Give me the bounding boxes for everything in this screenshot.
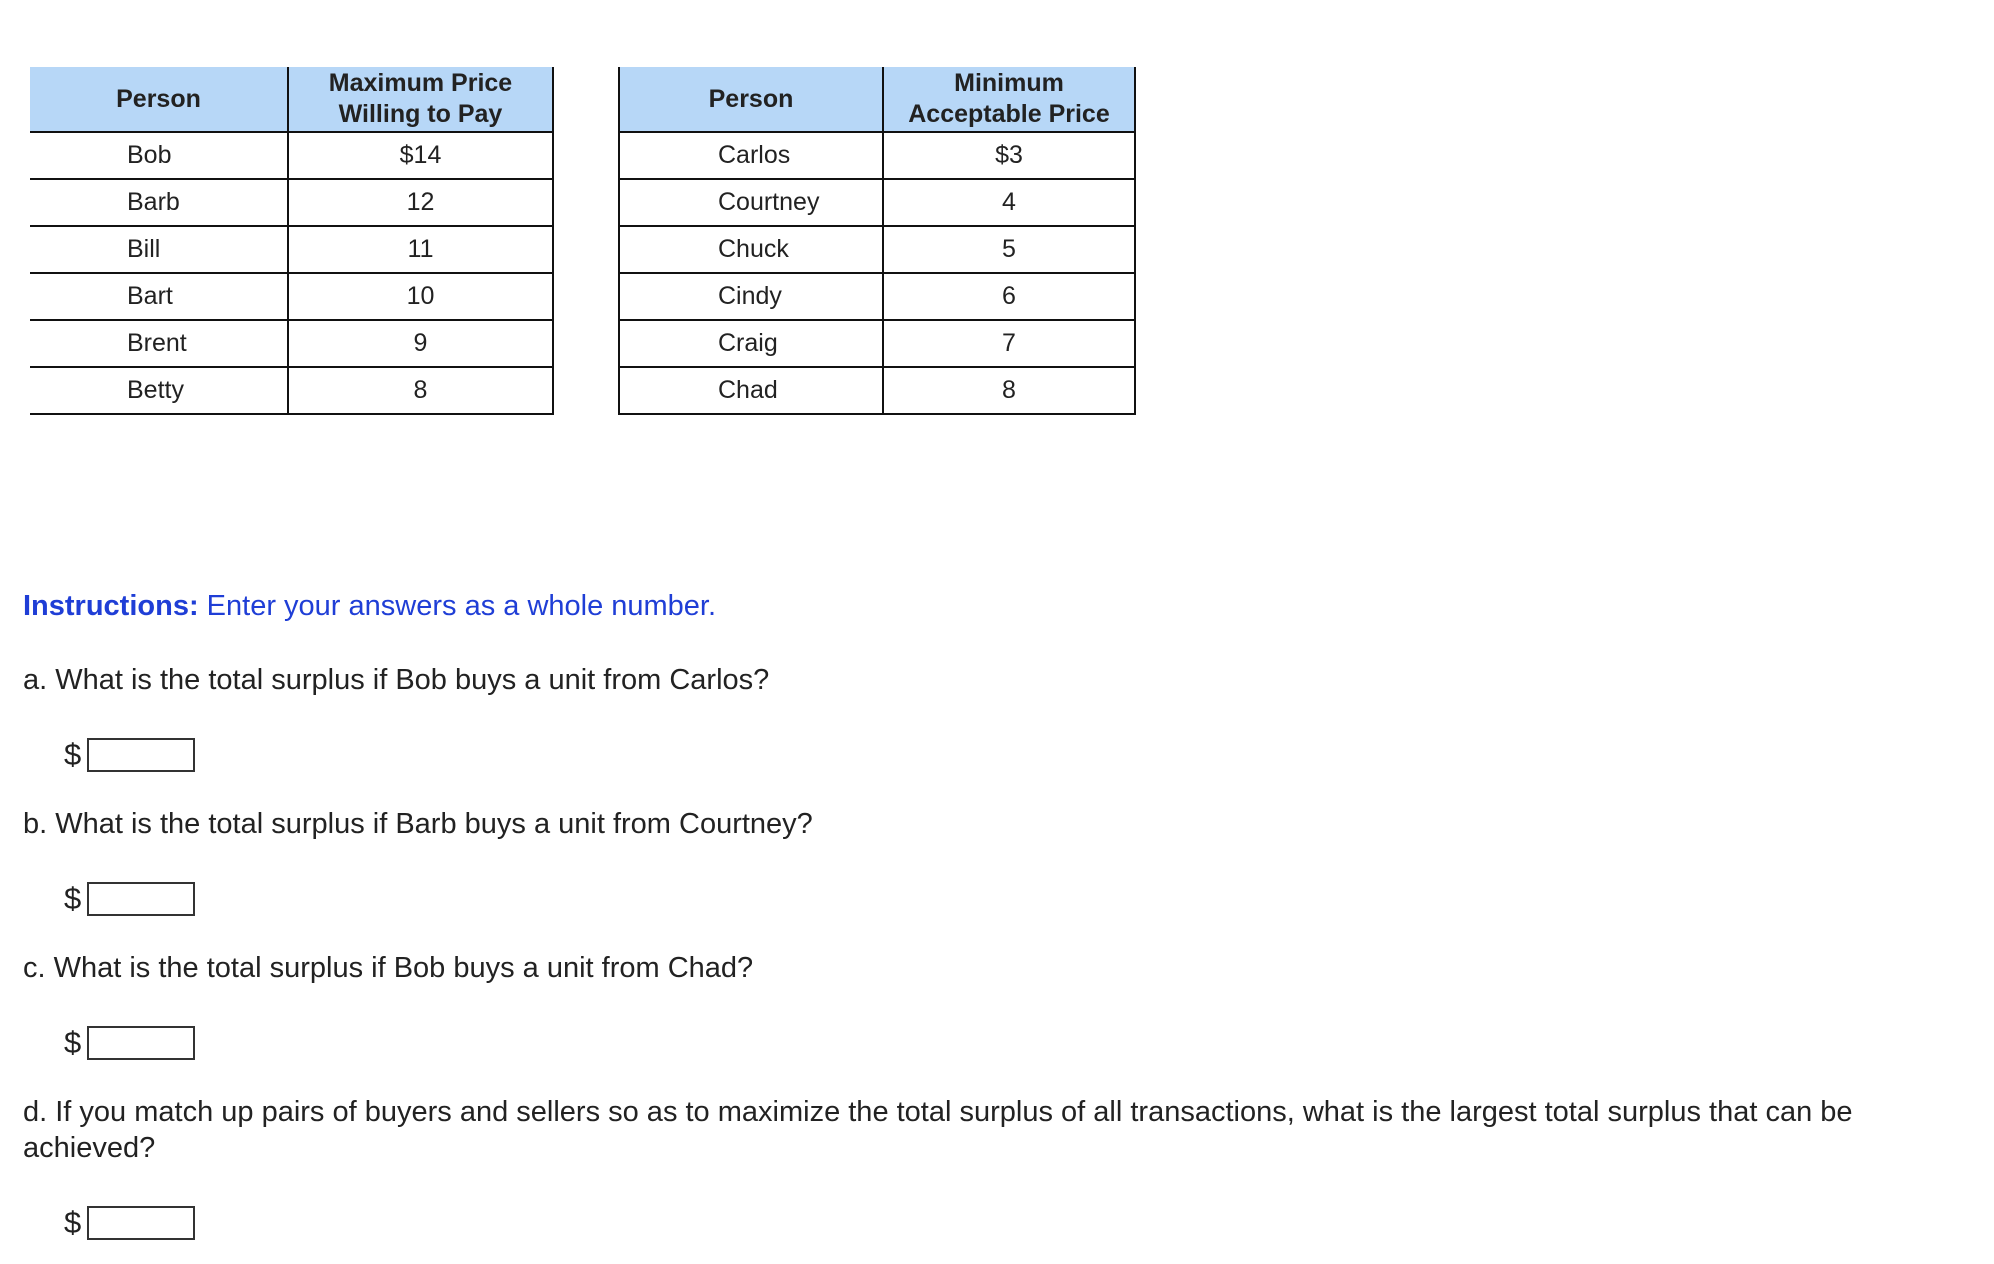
buyer-name: Betty: [30, 367, 288, 414]
header-line: Acceptable Price: [908, 100, 1110, 128]
table-row: [619, 179, 1135, 226]
instructions: [23, 590, 716, 623]
table-row: [30, 273, 553, 320]
buyer-name: Bart: [30, 273, 288, 320]
currency-symbol: $: [64, 1205, 82, 1240]
seller-name: Carlos: [619, 132, 883, 179]
table-header-row: [30, 67, 553, 132]
column-header-person: Person: [619, 67, 883, 132]
currency-symbol: $: [64, 881, 82, 916]
seller-price: 4: [883, 179, 1135, 226]
instructions-label: Instructions:: [23, 590, 199, 622]
seller-name: Chuck: [619, 226, 883, 273]
question-c-text: c. What is the total surplus if Bob buys a unit from Chad?: [23, 952, 754, 984]
answer-d-input[interactable]: [87, 1206, 195, 1240]
buyer-name: Barb: [30, 179, 288, 226]
instructions-text: Enter your answers as a whole number.: [198, 590, 717, 622]
table-row: [30, 179, 553, 226]
answer-c-input[interactable]: [87, 1026, 195, 1060]
seller-price: 7: [883, 320, 1135, 367]
buyer-price: 11: [288, 226, 553, 273]
buyer-price: 12: [288, 179, 553, 226]
answer-a-input[interactable]: [87, 738, 195, 772]
seller-price: 5: [883, 226, 1135, 273]
column-header-max-price: [288, 67, 553, 132]
seller-price: 8: [883, 367, 1135, 414]
currency-symbol: $: [64, 737, 82, 772]
table-row: [619, 367, 1135, 414]
answer-b-input[interactable]: [87, 882, 195, 916]
table-row: [619, 273, 1135, 320]
answer-d: [64, 1203, 195, 1243]
table-row: [30, 320, 553, 367]
table-row: [619, 226, 1135, 273]
seller-name: Chad: [619, 367, 883, 414]
table-row: [619, 132, 1135, 179]
buyer-price: $14: [288, 132, 553, 179]
table-row: [30, 367, 553, 414]
question-a-text: a. What is the total surplus if Bob buys a unit from Carlos?: [23, 664, 770, 696]
buyer-price: 10: [288, 273, 553, 320]
buyer-price: 8: [288, 367, 553, 414]
buyers-table: [30, 67, 554, 415]
table-header-row: [619, 67, 1135, 132]
question-d-text: d. If you match up pairs of buyers and sellers so as to maximize the total surplus of all transactions, what is the largest total surplus that can be achieved?: [23, 1096, 1853, 1164]
question-b-text: b. What is the total surplus if Barb buys a unit from Courtney?: [23, 808, 813, 840]
currency-symbol: $: [64, 1025, 82, 1060]
seller-name: Cindy: [619, 273, 883, 320]
header-line: Minimum: [954, 69, 1064, 97]
seller-price: 6: [883, 273, 1135, 320]
table-row: [30, 132, 553, 179]
header-line: Maximum Price: [328, 69, 513, 97]
column-header-person: Person: [30, 67, 288, 132]
buyer-name: Bill: [30, 226, 288, 273]
seller-price: $3: [883, 132, 1135, 179]
answer-a: [64, 735, 195, 775]
buyer-name: Bob: [30, 132, 288, 179]
seller-name: Courtney: [619, 179, 883, 226]
buyer-name: Brent: [30, 320, 288, 367]
table-row: [619, 320, 1135, 367]
sellers-table: [618, 67, 1136, 415]
seller-name: Craig: [619, 320, 883, 367]
answer-b: [64, 879, 195, 919]
table-row: [30, 226, 553, 273]
column-header-min-price: [883, 67, 1135, 132]
answer-c: [64, 1023, 195, 1063]
buyer-price: 9: [288, 320, 553, 367]
header-line: Willing to Pay: [338, 100, 503, 128]
